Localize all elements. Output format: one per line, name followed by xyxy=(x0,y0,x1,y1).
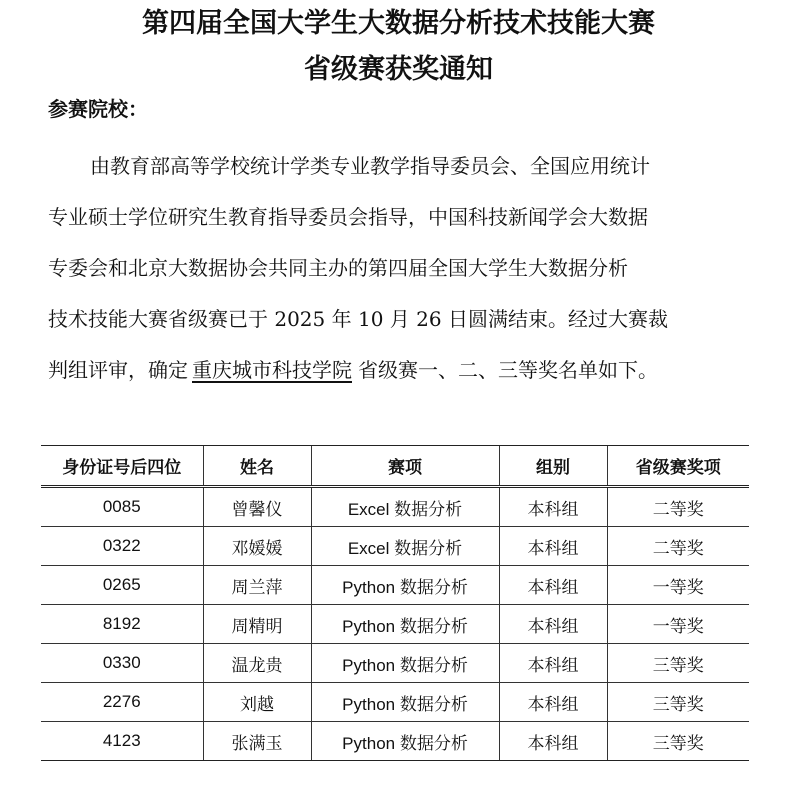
notice-paragraph xyxy=(48,141,768,396)
cell-id: 8192 xyxy=(41,605,203,644)
cell-award: 三等奖 xyxy=(607,722,749,761)
title-line-1: 第四届全国大学生大数据分析技术技能大赛 xyxy=(142,8,655,39)
header-award: 省级赛奖项 xyxy=(607,446,749,487)
cell-name: 张满玉 xyxy=(203,722,311,761)
cell-name: 周精明 xyxy=(203,605,311,644)
cell-event: Python 数据分析 xyxy=(311,605,499,644)
table-row xyxy=(41,566,749,605)
paragraph-line: 技术技能大赛省级赛已于 2025 年 10 月 26 日圆满结束。经过大赛裁 xyxy=(48,307,668,331)
cell-id: 0085 xyxy=(41,487,203,527)
paragraph-line: 由教育部高等学校统计学类专业教学指导委员会、全国应用统计 xyxy=(90,154,650,178)
header-id-last4: 身份证号后四位 xyxy=(41,446,203,487)
cell-event: Python 数据分析 xyxy=(311,722,499,761)
cell-name: 曾馨仪 xyxy=(203,487,311,527)
table-row xyxy=(41,605,749,644)
title-line-2: 省级赛获奖通知 xyxy=(304,54,493,85)
cell-award: 一等奖 xyxy=(607,566,749,605)
cell-id: 4123 xyxy=(41,722,203,761)
cell-group: 本科组 xyxy=(499,487,607,527)
cell-event: Excel 数据分析 xyxy=(311,527,499,566)
cell-name: 刘越 xyxy=(203,683,311,722)
cell-group: 本科组 xyxy=(499,644,607,683)
cell-name: 温龙贵 xyxy=(203,644,311,683)
cell-award: 二等奖 xyxy=(607,527,749,566)
table-header-row xyxy=(41,446,749,487)
table-row xyxy=(41,683,749,722)
cell-id: 2276 xyxy=(41,683,203,722)
salutation: 参赛院校： xyxy=(48,97,148,121)
paragraph-line: 专业硕士学位研究生教育指导委员会指导，中国科技新闻学会大数据 xyxy=(48,205,648,229)
cell-event: Python 数据分析 xyxy=(311,644,499,683)
cell-award: 三等奖 xyxy=(607,644,749,683)
paragraph-line: 专委会和北京大数据协会共同主办的第四届全国大学生大数据分析 xyxy=(48,256,628,280)
table-row xyxy=(41,487,749,527)
header-event: 赛项 xyxy=(311,446,499,487)
paragraph-last-line xyxy=(48,345,768,396)
cell-group: 本科组 xyxy=(499,722,607,761)
table-row xyxy=(41,722,749,761)
cell-group: 本科组 xyxy=(499,605,607,644)
cell-event: Python 数据分析 xyxy=(311,566,499,605)
cell-name: 邓媛媛 xyxy=(203,527,311,566)
cell-event: Python 数据分析 xyxy=(311,683,499,722)
cell-event: Excel 数据分析 xyxy=(311,487,499,527)
header-name: 姓名 xyxy=(203,446,311,487)
school-name: 重庆城市科技学院 xyxy=(192,358,352,382)
table-row xyxy=(41,644,749,683)
cell-id: 0322 xyxy=(41,527,203,566)
header-group: 组别 xyxy=(499,446,607,487)
cell-name: 周兰萍 xyxy=(203,566,311,605)
cell-group: 本科组 xyxy=(499,566,607,605)
cell-award: 一等奖 xyxy=(607,605,749,644)
table-row xyxy=(41,527,749,566)
cell-id: 0265 xyxy=(41,566,203,605)
cell-award: 三等奖 xyxy=(607,683,749,722)
awards-table xyxy=(41,445,749,761)
cell-id: 0330 xyxy=(41,644,203,683)
cell-group: 本科组 xyxy=(499,683,607,722)
last-line-suffix: 省级赛一、二、三等奖名单如下。 xyxy=(358,358,658,382)
cell-group: 本科组 xyxy=(499,527,607,566)
last-line-prefix: 判组评审，确定 xyxy=(48,358,188,382)
cell-award: 二等奖 xyxy=(607,487,749,527)
